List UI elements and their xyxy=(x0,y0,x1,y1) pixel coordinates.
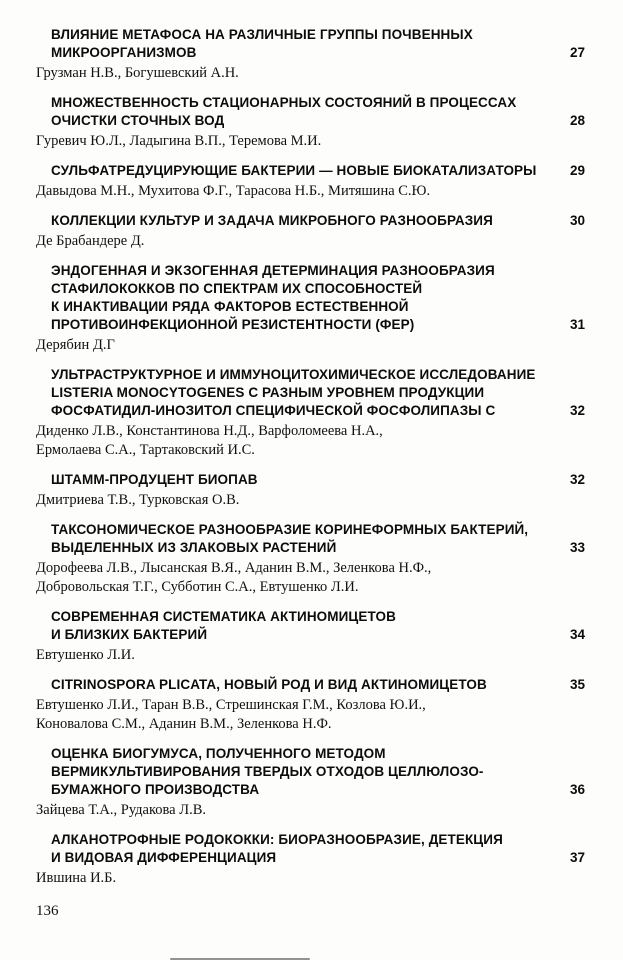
entry-title xyxy=(36,676,551,694)
author-line: Ившина И.Б. xyxy=(36,870,117,886)
title-line: УЛЬТРАСТРУКТУРНОЕ И ИММУНОЦИТОХИМИЧЕСКОЕ ИССЛЕДОВАНИЕ xyxy=(51,367,536,382)
entry-title xyxy=(36,94,551,130)
entry-page-number: 37 xyxy=(569,850,585,865)
entry-title xyxy=(36,26,551,62)
title-line: И ВИДОВАЯ ДИФФЕРЕНЦИАЦИЯ xyxy=(51,850,277,865)
author-line: Дмитриева Т.В., Турковская О.В. xyxy=(36,492,240,508)
entry-authors xyxy=(36,869,585,888)
entry-title-row xyxy=(36,212,585,230)
entry-page-number: 28 xyxy=(569,113,585,128)
entry-page-number: 34 xyxy=(569,627,585,642)
author-line: Давыдова М.Н., Мухитова Ф.Г., Тарасова Н.Б., Митяшина С.Ю. xyxy=(36,183,431,199)
author-line: Добровольская Т.Г., Субботин С.А., Евтушенко Л.И. xyxy=(36,579,359,595)
title-line: МНОЖЕСТВЕННОСТЬ СТАЦИОНАРНЫХ СОСТОЯНИЙ В ПРОЦЕССАХ xyxy=(51,95,517,110)
title-line: ФОСФАТИДИЛ-ИНОЗИТОЛ СПЕЦИФИЧЕСКОЙ ФОСФОЛИПАЗЫ С xyxy=(51,403,496,418)
title-line: АЛКАНОТРОФНЫЕ РОДОКОККИ: БИОРАЗНООБРАЗИЕ, ДЕТЕКЦИЯ xyxy=(51,832,503,847)
author-line: Евтушенко Л.И., Таран В.В., Стрешинская Г.М., Козлова Ю.И., xyxy=(36,697,426,713)
title-line: И БЛИЗКИХ БАКТЕРИЙ xyxy=(51,627,208,642)
entry-title xyxy=(36,608,551,644)
entry-title-row xyxy=(36,262,585,334)
author-line: Ермолаева С.А., Тартаковский И.С. xyxy=(36,442,255,458)
title-line: КОЛЛЕКЦИИ КУЛЬТУР И ЗАДАЧА МИКРОБНОГО РАЗНООБРАЗИЯ xyxy=(51,213,493,228)
toc-entry xyxy=(36,745,585,820)
entry-title-row xyxy=(36,471,585,489)
author-line: Дерябин Д.Г xyxy=(36,337,115,353)
entry-authors xyxy=(36,182,585,201)
entry-authors xyxy=(36,491,585,510)
title-line: ВЛИЯНИЕ МЕТАФОСА НА РАЗЛИЧНЫЕ ГРУППЫ ПОЧВЕННЫХ xyxy=(51,27,473,42)
entry-title-row xyxy=(36,676,585,694)
entry-title xyxy=(36,212,551,230)
author-line: Коновалова С.М., Аданин В.М., Зеленкова Н.Ф. xyxy=(36,716,332,732)
author-line: Евтушенко Л.И. xyxy=(36,647,135,663)
title-line: К ИНАКТИВАЦИИ РЯДА ФАКТОРОВ ЕСТЕСТВЕННОЙ xyxy=(51,299,409,314)
entry-page-number: 32 xyxy=(569,403,585,418)
entry-title xyxy=(36,745,551,799)
title-line: LISTERIA MONOCYTOGENES С РАЗНЫМ УРОВНЕМ ПРОДУКЦИИ xyxy=(51,385,485,400)
toc-entry xyxy=(36,26,585,83)
toc-entry xyxy=(36,94,585,151)
entry-page-number: 31 xyxy=(569,317,585,332)
toc-entry xyxy=(36,676,585,734)
toc-entries xyxy=(36,26,585,888)
title-line: МИКРООРГАНИЗМОВ xyxy=(51,45,197,60)
entry-title-row xyxy=(36,521,585,557)
entry-title-row xyxy=(36,366,585,420)
entry-title-row xyxy=(36,26,585,62)
author-line: Гуревич Ю.Л., Ладыгина В.П., Теремова М.И. xyxy=(36,133,322,149)
toc-entry xyxy=(36,521,585,597)
entry-page-number: 30 xyxy=(569,213,585,228)
toc-entry xyxy=(36,212,585,251)
entry-authors xyxy=(36,559,585,597)
title-line: ОЦЕНКА БИОГУМУСА, ПОЛУЧЕННОГО МЕТОДОМ xyxy=(51,746,386,761)
title-line: ШТАММ-ПРОДУЦЕНТ БИОПАВ xyxy=(51,472,258,487)
entry-authors xyxy=(36,132,585,151)
author-line: Де Брабандере Д. xyxy=(36,233,145,249)
toc-entry xyxy=(36,471,585,510)
title-line: ЭНДОГЕННАЯ И ЭКЗОГЕННАЯ ДЕТЕРМИНАЦИЯ РАЗНООБРАЗИЯ xyxy=(51,263,495,278)
toc-entry xyxy=(36,831,585,888)
entry-page-number: 36 xyxy=(569,782,585,797)
entry-title-row xyxy=(36,94,585,130)
entry-authors xyxy=(36,232,585,251)
entry-page-number: 32 xyxy=(569,472,585,487)
entry-title xyxy=(36,521,551,557)
entry-authors xyxy=(36,646,585,665)
toc-entry xyxy=(36,162,585,201)
entry-title-row xyxy=(36,162,585,180)
entry-authors xyxy=(36,422,585,460)
entry-title xyxy=(36,162,551,180)
title-line: ВЫДЕЛЕННЫХ ИЗ ЗЛАКОВЫХ РАСТЕНИЙ xyxy=(51,540,337,555)
entry-page-number: 33 xyxy=(569,540,585,555)
entry-authors xyxy=(36,696,585,734)
title-line: ТАКСОНОМИЧЕСКОЕ РАЗНООБРАЗИЕ КОРИНЕФОРМНЫХ БАКТЕРИЙ, xyxy=(51,522,529,537)
title-line: ОЧИСТКИ СТОЧНЫХ ВОД xyxy=(51,113,225,128)
entry-authors xyxy=(36,64,585,83)
title-line: ПРОТИВОИНФЕКЦИОННОЙ РЕЗИСТЕНТНОСТИ (ФЕР) xyxy=(51,317,415,332)
entry-title xyxy=(36,831,551,867)
entry-authors xyxy=(36,336,585,355)
title-line: СОВРЕМЕННАЯ СИСТЕМАТИКА АКТИНОМИЦЕТОВ xyxy=(51,609,396,624)
entry-authors xyxy=(36,801,585,820)
entry-page-number: 27 xyxy=(569,45,585,60)
title-line: СУЛЬФАТРЕДУЦИРУЮЩИЕ БАКТЕРИИ — НОВЫЕ БИОКАТАЛИЗАТОРЫ xyxy=(51,163,537,178)
folio-page-number: 136 xyxy=(36,903,59,919)
title-line: ВЕРМИКУЛЬТИВИРОВАНИЯ ТВЕРДЫХ ОТХОДОВ ЦЕЛЛЮЛОЗО- xyxy=(51,764,484,779)
toc-entry xyxy=(36,608,585,665)
entry-title-row xyxy=(36,831,585,867)
entry-title xyxy=(36,471,551,489)
title-line: СТАФИЛОКОККОВ ПО СПЕКТРАМ ИХ СПОСОБНОСТЕЙ xyxy=(51,281,423,296)
entry-title-row xyxy=(36,608,585,644)
title-line: БУМАЖНОГО ПРОИЗВОДСТВА xyxy=(51,782,260,797)
toc-entry xyxy=(36,262,585,355)
author-line: Зайцева Т.А., Рудакова Л.В. xyxy=(36,802,206,818)
author-line: Грузман Н.В., Богушевский А.Н. xyxy=(36,65,239,81)
entry-page-number: 29 xyxy=(569,163,585,178)
author-line: Диденко Л.В., Константинова Н.Д., Варфоломеева Н.А., xyxy=(36,423,383,439)
author-line: Дорофеева Л.В., Лысанская В.Я., Аданин В.М., Зеленкова Н.Ф., xyxy=(36,560,432,576)
entry-title xyxy=(36,366,551,420)
entry-page-number: 35 xyxy=(569,677,585,692)
entry-title xyxy=(36,262,551,334)
toc-entry xyxy=(36,366,585,460)
entry-title-row xyxy=(36,745,585,799)
title-line: CITRINOSPORA PLICATA, НОВЫЙ РОД И ВИД АКТИНОМИЦЕТОВ xyxy=(51,677,487,692)
